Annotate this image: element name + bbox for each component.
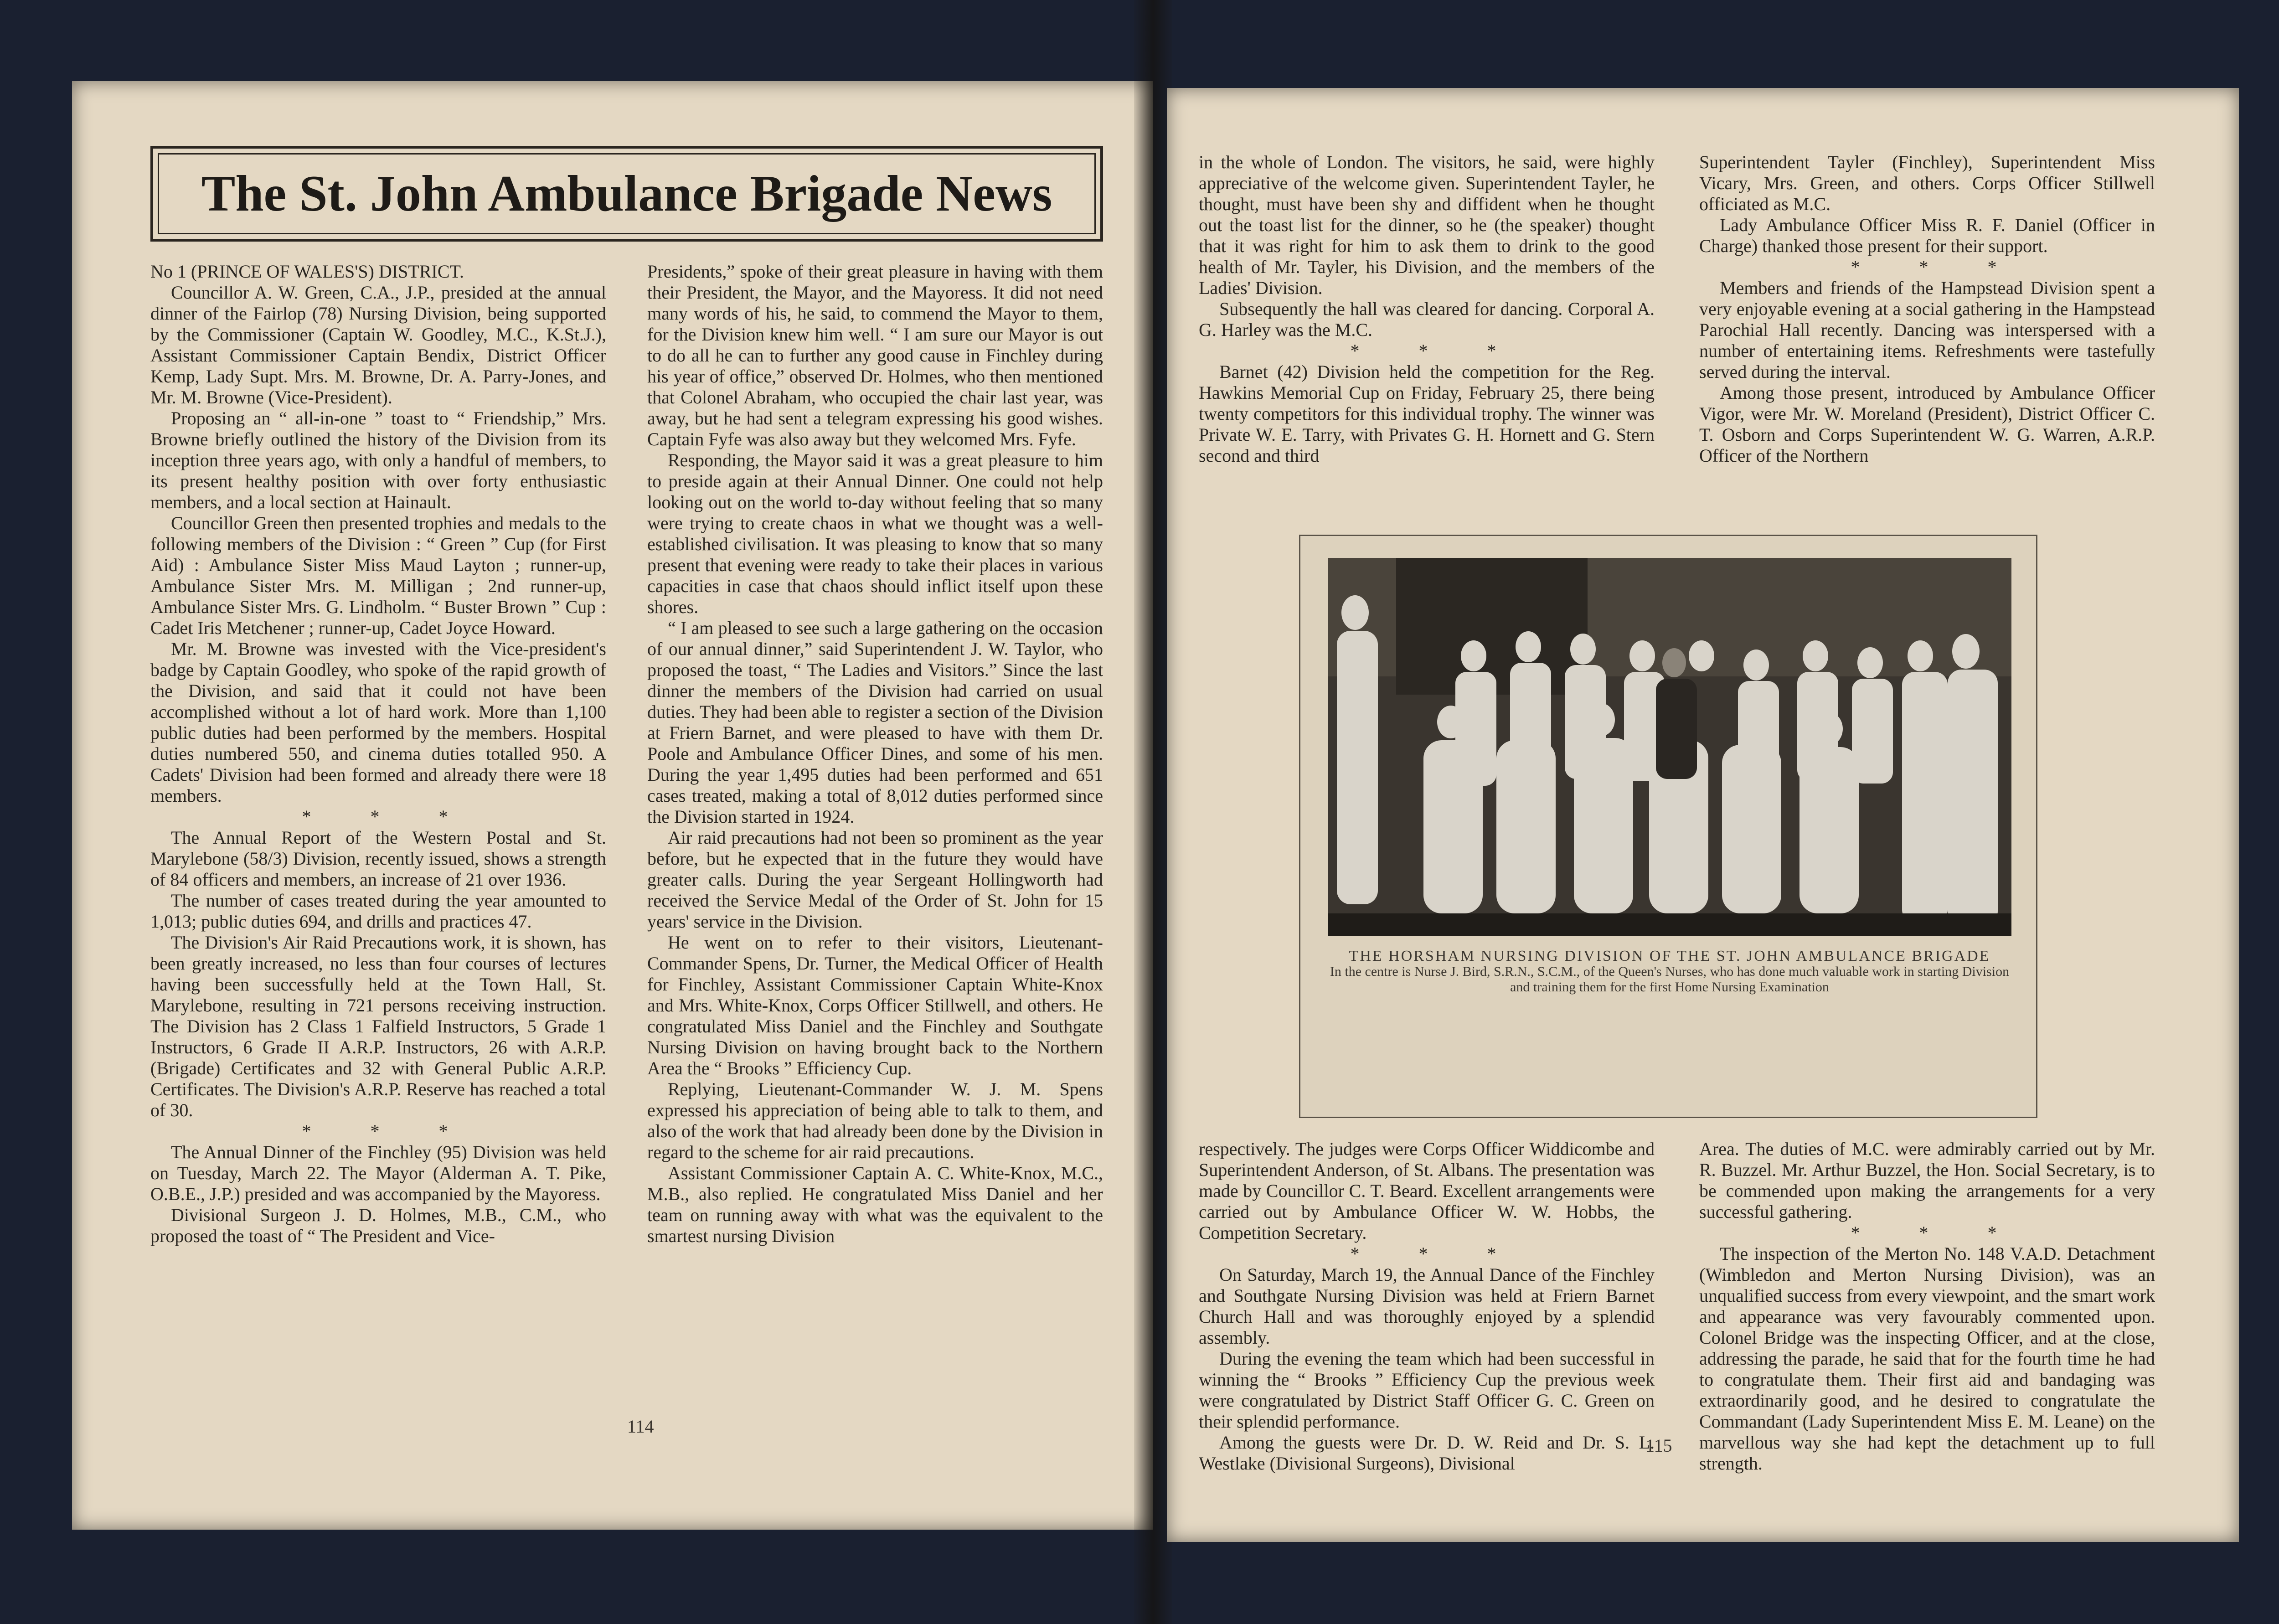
paragraph: During the evening the team which had been successful in winning the “ Brooks ” Efficiency Cup the previous week were congratulated by District Staff Officer G. C. Green on their splendid performance. xyxy=(1199,1348,1655,1432)
paragraph: The Annual Report of the Western Postal and St. Marylebone (58/3) Division, recently issued, shows a strength of 84 officers and members, an increase of 21 over 1936. xyxy=(150,827,606,890)
paragraph: The number of cases treated during the year amounted to 1,013; public duties 694, and drills and practices 47. xyxy=(150,890,606,932)
paragraph: Replying, Lieutenant-Commander W. J. M. Spens expressed his appreciation of being able to talk to them, and also of the work that had already been done by the Division in regard to the scheme for air raid precautions. xyxy=(647,1079,1103,1162)
paragraph: Proposing an “ all-in-one ” toast to “ Friendship,” Mrs. Browne briefly outlined the history of the Division from its inception three years ago, with only a handful of members, to its present healthy position with over forty enthusiastic members, and a local section at Hainault. xyxy=(150,408,606,512)
right-column-2-top xyxy=(1699,152,2155,526)
paragraph: Area. The duties of M.C. were admirably carried out by Mr. R. Buzzel. Mr. Arthur Buzzel, the Hon. Social Secretary, is to be commended upon making the arrangements for a very successful gathering. xyxy=(1699,1139,2155,1222)
photo-figure xyxy=(1299,535,2037,1118)
paragraph: Divisional Surgeon J. D. Holmes, M.B., C.M., who proposed the toast of “ The President and Vice- xyxy=(150,1205,606,1246)
group-photograph xyxy=(1328,558,2011,936)
paragraph: Among the guests were Dr. D. W. Reid and Dr. S. L. Westlake (Divisional Surgeons), Divisional xyxy=(1199,1432,1655,1474)
right-column-1-top xyxy=(1199,152,1655,526)
paragraph: Among those present, introduced by Ambulance Officer Vigor, were Mr. W. Moreland (President), District Officer C. T. Osborn and Corps Superintendent W. G. Warren, A.R.P. Officer of the Northern xyxy=(1699,382,2155,466)
paragraph: Subsequently the hall was cleared for dancing. Corporal A. G. Harley was the M.C. xyxy=(1199,299,1655,340)
headline-box xyxy=(150,146,1103,242)
section-divider: * * * xyxy=(1350,1243,1524,1264)
section-divider: * * * xyxy=(1851,257,2024,277)
photo-caption-text: In the centre is Nurse J. Bird, S.R.N., S.C.M., of the Queen's Nurses, who has done much valuable work in starting Division and training them for the first Home Nursing Examination xyxy=(1330,964,2010,995)
paragraph: Lady Ambulance Officer Miss R. F. Daniel (Officer in Charge) thanked those present for their support. xyxy=(1699,215,2155,256)
paragraph: Superintendent Tayler (Finchley), Superintendent Miss Vicary, Mrs. Green, and others. Corps Officer Stillwell officiated as M.C. xyxy=(1699,152,2155,214)
right-column-2-bottom xyxy=(1699,1139,2155,1499)
left-column-2 xyxy=(647,261,1103,1512)
photo-caption-title: THE HORSHAM NURSING DIVISION OF THE ST. JOHN AMBULANCE BRIGADE xyxy=(1349,948,1990,964)
paragraph: No 1 (PRINCE OF WALES'S) DISTRICT. xyxy=(150,261,464,282)
paragraph: He went on to refer to their visitors, Lieutenant-Commander Spens, Dr. Turner, the Medical Officer of Health for Finchley, Assistant Commissioner Captain White-Knox and Mrs. White-Knox, Corps Officer Stillwell, and others. He congratulated Miss Daniel and the Finchley and Southgate Nursing Division on having brought back to the Northern Area the “ Brooks ” Efficiency Cup. xyxy=(647,932,1103,1078)
section-divider: * * * xyxy=(302,1121,475,1141)
left-column-1 xyxy=(150,261,606,1512)
paragraph: “ I am pleased to see such a large gathering on the occasion of our annual dinner,” said Superintendent J. W. Taylor, who proposed the toast, “ The Ladies and Visitors.” Since the last dinner the members of the Division had carried on usual duties. They had been able to register a section of the Division at Friern Barnet, and were pleased to have with them Dr. Poole and Ambulance Officer Dines, and some of his men. During the year 1,495 duties had been performed and 651 cases treated, making a total of 8,012 duties performed since the Division started in 1924. xyxy=(647,618,1103,827)
paragraph: Barnet (42) Division held the competition for the Reg. Hawkins Memorial Cup on Friday, February 25, there being twenty competitors for this individual trophy. The winner was Private W. E. Tarry, with Privates G. H. Hornett and G. Stern second and third xyxy=(1199,361,1655,466)
paragraph: respectively. The judges were Corps Officer Widdicombe and Superintendent Anderson, of St. Albans. The presentation was made by Councillor C. T. Beard. Excellent arrangements were carried out by Ambulance Officer W. W. Hobbs, the Competition Secretary. xyxy=(1199,1139,1655,1243)
photo-caption xyxy=(1319,949,2021,995)
paragraph: Councillor Green then presented trophies and medals to the following members of the Division : “ Green ” Cup (for First Aid) : Ambulance Sister Miss Maud Layton ; runner-up, Ambulance Sister Mrs. M. Milligan ; 2nd runner-up, Ambulance Sister Mrs. G. Lindholm. “ Buster Brown ” Cup : Cadet Iris Metchener ; runner-up, Cadet Joyce Howard. xyxy=(150,513,606,638)
paragraph: On Saturday, March 19, the Annual Dance of the Finchley and Southgate Nursing Division was held at Friern Barnet Church Hall and was thoroughly enjoyed by a splendid assembly. xyxy=(1199,1264,1655,1348)
paragraph: Members and friends of the Hampstead Division spent a very enjoyable evening at a social gathering in the Hampstead Parochial Hall recently. Dancing was interspersed with a number of entertaining items. Refreshments were tastefully served during the interval. xyxy=(1699,278,2155,382)
section-divider: * * * xyxy=(302,806,475,827)
paragraph: Presidents,” spoke of their great pleasure in having with them their President, the Mayor, and the Mayoress. It did not need many words of his, he said, to commend the Mayor to them, for the Division knew him well. “ I am sure our Mayor is out to do all he can to further any good cause in Finchley during his year of office,” observed Dr. Holmes, who then mentioned that Colonel Abraham, who occupied the chair last year, was away, but he had sent a telegram expressing his good wishes. Captain Fyfe was also away but they welcomed Mrs. Fyfe. xyxy=(647,261,1103,449)
page-number-left: 114 xyxy=(627,1416,654,1437)
section-divider: * * * xyxy=(1350,340,1524,361)
right-page xyxy=(1167,88,2239,1542)
paragraph: Responding, the Mayor said it was a great pleasure to him to preside again at their Annual Dinner. One could not help looking out on the world to-day without feeling that so many were trying to create chaos in what we thought was a well-established civilisation. It was pleasing to know that so many present that evening were ready to take their places in various capacities in case that chaos should inflict itself upon these shores. xyxy=(647,450,1103,617)
left-page xyxy=(72,81,1153,1530)
paragraph: The inspection of the Merton No. 148 V.A.D. Detachment (Wimbledon and Merton Nursing Division), was an unqualified success from every viewpoint, and the smart work and appearance was very favourably commented upon. Colonel Bridge was the inspecting Officer, and at the close, addressing the parade, he said that for the fourth time he had to congratulate them. Their first aid and bandaging was extraordinarily good, and he desired to congratulate the Commandant (Lady Superintendent Miss E. M. Leane) on the marvellous way she had kept the detachment up to full strength. xyxy=(1699,1243,2155,1474)
page-number-right: 115 xyxy=(1645,1435,1672,1456)
page-title: The St. John Ambulance Brigade News xyxy=(158,153,1096,234)
paragraph: in the whole of London. The visitors, he said, were highly appreciative of the welcome given. Superintendent Tayler, he thought, must have been shy and diffident when he thought out the toast list for the dinner, so he (the speaker) thought that it was right for him to ask them to drink to the good health of Mr. Tayler, his Division, and the members of the Ladies' Division. xyxy=(1199,152,1655,298)
nurses-photo-illustration xyxy=(1328,558,2011,936)
paragraph: Assistant Commissioner Captain A. C. White-Knox, M.C., M.B., also replied. He congratulated Miss Daniel and her team on running away with what was the equivalent to the smartest nursing Division xyxy=(647,1163,1103,1246)
paragraph: The Division's Air Raid Precautions work, it is shown, has been greatly increased, no less than four courses of lectures having been successfully held at the Town Hall, St. Marylebone, resulting in 721 persons receiving instruction. The Division has 2 Class 1 Falfield Instructors, 5 Grade 1 Instructors, 6 Grade II A.R.P. Instructors, 26 with A.R.P. (Brigade) Certificates and 32 with General Public A.R.P. Certificates. The Division's A.R.P. Reserve has reached a total of 30. xyxy=(150,932,606,1120)
paragraph: Mr. M. Browne was invested with the Vice-president's badge by Captain Goodley, who spoke of the rapid growth of the Division, and said that it could not have been accomplished without a lot of hard work. More than 1,100 public duties had been performed by the members. Hospital duties numbered 550, and cinema duties totalled 950. A Cadets' Division had been formed and already there were 18 members. xyxy=(150,639,606,806)
paragraph: The Annual Dinner of the Finchley (95) Division was held on Tuesday, March 22. The Mayor (Alderman A. T. Pike, O.B.E., J.P.) presided and was accompanied by the Mayoress. xyxy=(150,1142,606,1204)
paragraph: Councillor A. W. Green, C.A., J.P., presided at the annual dinner of the Fairlop (78) Nursing Division, being supported by the Commissioner (Captain W. Goodley, M.C., K.St.J.), Assistant Commissioner Captain Bendix, District Officer Kemp, Lady Supt. Mrs. M. Browne, Dr. A. Parry-Jones, and Mr. M. Browne (Vice-President). xyxy=(150,282,606,407)
section-divider: * * * xyxy=(1851,1222,2024,1243)
right-column-1-bottom xyxy=(1199,1139,1655,1499)
paragraph: Air raid precautions had not been so prominent as the year before, but he expected that in the future they would have greater calls. During the year Sergeant Hollingworth had received the Service Medal of the Order of St. John for 15 years' service in the Division. xyxy=(647,827,1103,932)
